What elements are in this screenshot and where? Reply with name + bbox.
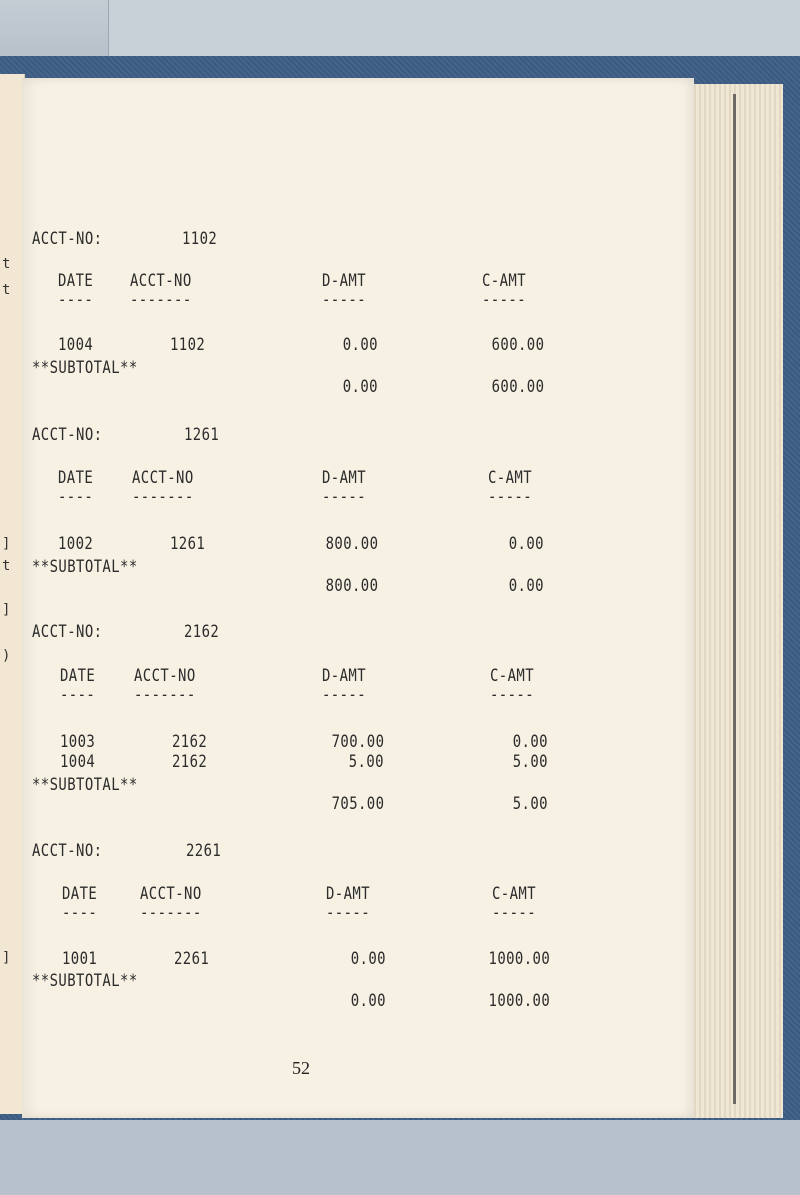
header-underline: ----- (322, 487, 367, 507)
header-underline: ----- (326, 903, 371, 923)
row-acct: 1102 (170, 335, 206, 355)
acct-label: ACCT-NO: (32, 229, 103, 249)
left-margin-mark: t (2, 282, 11, 298)
background-top-strip (0, 0, 800, 62)
left-margin-mark: ] (2, 536, 11, 552)
header-underline: ----- (322, 685, 367, 705)
header-underline: ------- (132, 487, 194, 507)
col-acct-header: ACCT-NO (130, 271, 192, 291)
background-paper-sheet (108, 0, 800, 56)
row-acct: 2261 (174, 949, 210, 969)
row-credit: 0.00 (512, 732, 548, 752)
subtotal-debit: 800.00 (325, 576, 378, 596)
row-debit: 0.00 (342, 335, 378, 355)
document-page (22, 78, 694, 1118)
page-number: 52 (292, 1058, 310, 1078)
header-underline: ---- (62, 903, 98, 923)
header-underline: ------- (134, 685, 196, 705)
subtotal-label: **SUBTOTAL** (32, 358, 138, 378)
col-credit-header: C-AMT (492, 884, 537, 904)
col-debit-header: D-AMT (322, 666, 367, 686)
col-acct-header: ACCT-NO (134, 666, 196, 686)
col-debit-header: D-AMT (322, 271, 367, 291)
row-date: 1001 (62, 949, 98, 969)
row-acct: 2162 (172, 752, 208, 772)
col-date-header: DATE (58, 271, 94, 291)
col-debit-header: D-AMT (326, 884, 371, 904)
header-underline: ------- (130, 290, 192, 310)
row-credit: 0.00 (508, 534, 544, 554)
header-underline: ----- (488, 487, 533, 507)
acct-label: ACCT-NO: (32, 841, 103, 861)
page-edge-shadow (733, 94, 736, 1104)
acct-number: 1102 (182, 229, 218, 249)
subtotal-debit: 0.00 (350, 991, 386, 1011)
left-margin-mark: t (2, 558, 11, 574)
subtotal-credit: 600.00 (491, 377, 544, 397)
header-underline: ----- (482, 290, 527, 310)
col-debit-header: D-AMT (322, 468, 367, 488)
left-margin-mark: ] (2, 602, 11, 618)
header-underline: ---- (58, 487, 94, 507)
subtotal-credit: 0.00 (508, 576, 544, 596)
row-date: 1002 (58, 534, 94, 554)
row-date: 1004 (58, 335, 94, 355)
subtotal-debit: 0.00 (342, 377, 378, 397)
col-date-header: DATE (62, 884, 98, 904)
header-underline: ---- (58, 290, 94, 310)
subtotal-credit: 1000.00 (488, 991, 550, 1011)
row-date: 1004 (60, 752, 96, 772)
subtotal-debit: 705.00 (331, 794, 384, 814)
background-bottom-strip (0, 1120, 800, 1195)
header-underline: ----- (492, 903, 537, 923)
left-margin-mark: ) (2, 648, 11, 664)
acct-label: ACCT-NO: (32, 622, 103, 642)
page-edges (690, 84, 783, 1118)
row-credit: 600.00 (491, 335, 544, 355)
col-date-header: DATE (58, 468, 94, 488)
row-debit: 0.00 (350, 949, 386, 969)
header-underline: ----- (490, 685, 535, 705)
row-debit: 5.00 (348, 752, 384, 772)
col-credit-header: C-AMT (482, 271, 527, 291)
row-acct: 1261 (170, 534, 206, 554)
col-credit-header: C-AMT (488, 468, 533, 488)
col-acct-header: ACCT-NO (132, 468, 194, 488)
acct-number: 2162 (184, 622, 220, 642)
subtotal-credit: 5.00 (512, 794, 548, 814)
row-debit: 700.00 (331, 732, 384, 752)
subtotal-label: **SUBTOTAL** (32, 775, 138, 795)
col-credit-header: C-AMT (490, 666, 535, 686)
subtotal-label: **SUBTOTAL** (32, 971, 138, 991)
acct-number: 1261 (184, 425, 220, 445)
col-acct-header: ACCT-NO (140, 884, 202, 904)
header-underline: ---- (60, 685, 96, 705)
row-debit: 800.00 (325, 534, 378, 554)
col-date-header: DATE (60, 666, 96, 686)
row-date: 1003 (60, 732, 96, 752)
acct-number: 2261 (186, 841, 222, 861)
left-margin-mark: t (2, 256, 11, 272)
row-credit: 5.00 (512, 752, 548, 772)
header-underline: ----- (322, 290, 367, 310)
header-underline: ------- (140, 903, 202, 923)
acct-label: ACCT-NO: (32, 425, 103, 445)
row-credit: 1000.00 (488, 949, 550, 969)
row-acct: 2162 (172, 732, 208, 752)
subtotal-label: **SUBTOTAL** (32, 557, 138, 577)
left-margin-mark: ] (2, 950, 11, 966)
